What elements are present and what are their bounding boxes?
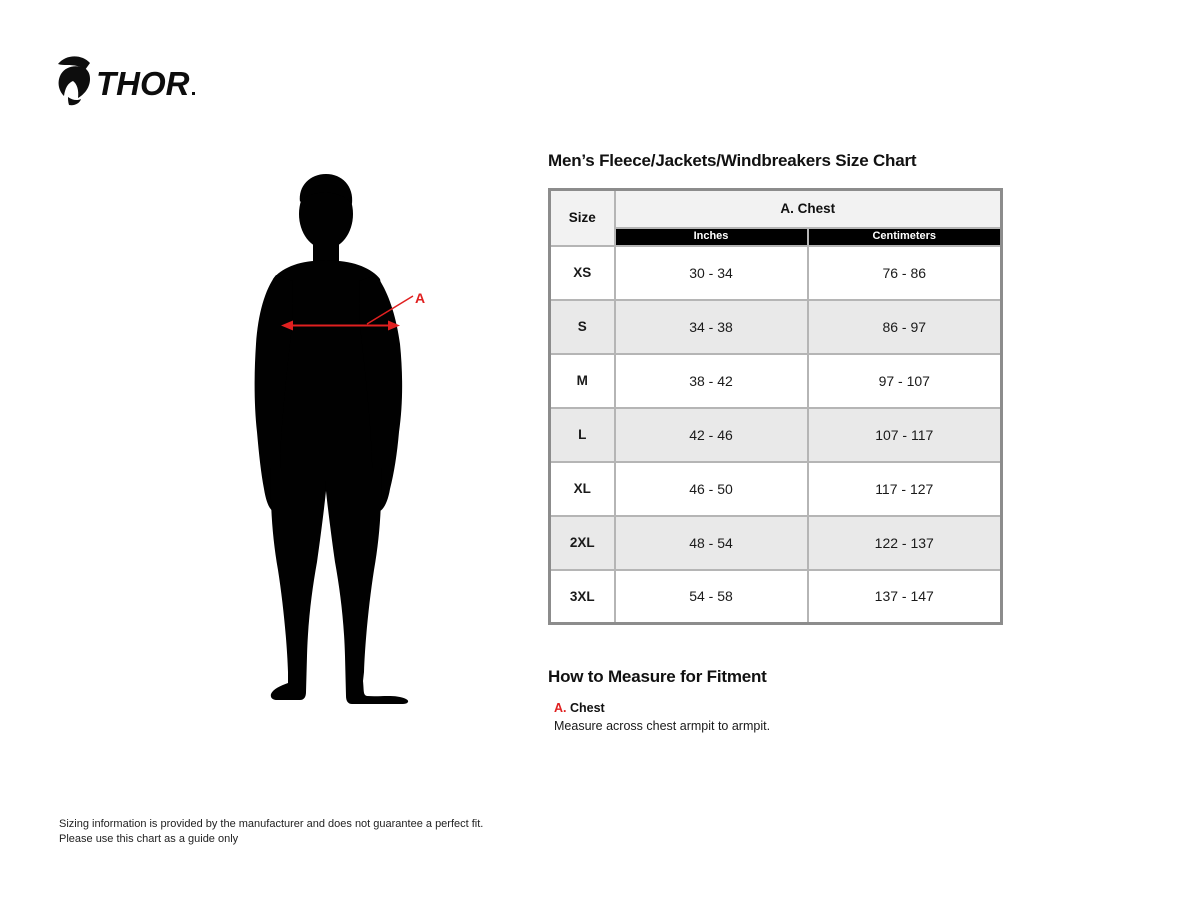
inches-value: 46 - 50 <box>615 462 808 516</box>
chest-label-a: A <box>415 290 426 306</box>
measure-name-chest: Chest <box>569 701 605 715</box>
inches-value: 34 - 38 <box>615 300 808 354</box>
table-row-s <box>550 300 1002 354</box>
size-label: 2XL <box>550 516 615 570</box>
centimeters-value: 97 - 107 <box>808 354 1002 408</box>
thor-logo-graphic <box>56 56 206 106</box>
inches-label: Inches <box>616 229 807 245</box>
centimeters-value: 122 - 137 <box>808 516 1002 570</box>
size-label: S <box>550 300 615 354</box>
centimeters-value: 117 - 127 <box>808 462 1002 516</box>
column-header-centimeters <box>808 228 1002 246</box>
measure-item-heading <box>554 701 1000 715</box>
thor-logo-text: THOR <box>96 65 190 102</box>
table-subheader-row <box>550 228 1002 246</box>
thor-helmet-icon <box>58 56 90 105</box>
size-chart-section <box>548 150 1000 733</box>
inches-value: 54 - 58 <box>615 570 808 624</box>
size-label: XS <box>550 246 615 300</box>
table-row-xl <box>550 462 1002 516</box>
centimeters-value: 86 - 97 <box>808 300 1002 354</box>
page-title: Men’s Fleece/Jackets/Windbreakers Size Chart <box>548 151 917 170</box>
measure-key-a: A. <box>554 701 567 715</box>
size-chart-table <box>548 188 1003 625</box>
measure-item-chest <box>554 701 1000 733</box>
centimeters-value: 137 - 147 <box>808 570 1002 624</box>
table-row-3xl <box>550 570 1002 624</box>
logo-trademark-dot <box>192 92 195 95</box>
table-row-xs <box>550 246 1002 300</box>
disclaimer-line-1: Sizing information is provided by the manufacturer and does not guarantee a perfect fit. <box>59 818 484 830</box>
table-row-l <box>550 408 1002 462</box>
male-silhouette-icon <box>255 174 409 704</box>
male-silhouette-graphic <box>230 150 460 730</box>
column-header-inches <box>615 228 808 246</box>
how-to-measure-title: How to Measure for Fitment <box>548 667 767 686</box>
column-header-size: Size <box>550 190 615 246</box>
table-header-row <box>550 190 1002 228</box>
size-label: 3XL <box>550 570 615 624</box>
inches-value: 42 - 46 <box>615 408 808 462</box>
inches-value: 38 - 42 <box>615 354 808 408</box>
table-row-2xl <box>550 516 1002 570</box>
centimeters-value: 76 - 86 <box>808 246 1002 300</box>
centimeters-value: 107 - 117 <box>808 408 1002 462</box>
table-row-m <box>550 354 1002 408</box>
centimeters-label: Centimeters <box>809 229 1001 245</box>
size-label: L <box>550 408 615 462</box>
size-label: XL <box>550 462 615 516</box>
size-label: M <box>550 354 615 408</box>
disclaimer-line-2: Please use this chart as a guide only <box>59 832 239 845</box>
sizing-disclaimer <box>59 817 483 846</box>
column-header-chest: A. Chest <box>615 190 1002 228</box>
inches-value: 30 - 34 <box>615 246 808 300</box>
male-silhouette-figure <box>230 150 460 730</box>
inches-value: 48 - 54 <box>615 516 808 570</box>
measure-description: Measure across chest armpit to armpit. <box>554 719 771 733</box>
thor-logo <box>56 56 206 106</box>
